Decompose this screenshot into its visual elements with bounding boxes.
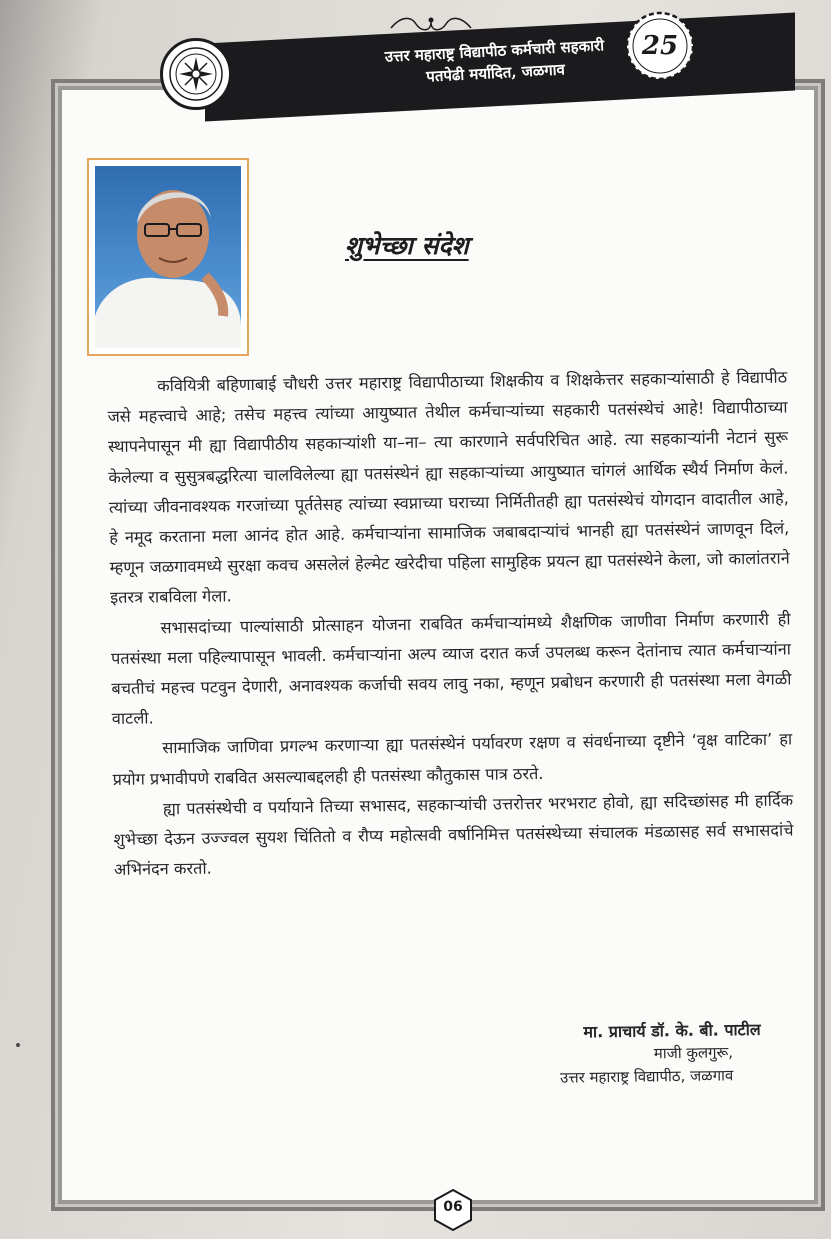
portrait-image [95, 166, 241, 348]
paragraph: सभासदांच्या पाल्यांसाठी प्रोत्साहन योजना राबवित कर्मचाऱ्यांमध्ये शैक्षणिक जाणीवा निर्माण करणारी ही पतसंस्था मला पहिल्यापासून भावली. कर्मचाऱ्यांना अल्प व्याज दरात कर्ज उपलब्ध करून देतांनाच त्यात कर्मचाऱ्यांना बचतीचं महत्त्व पटवुन देणारी, अनावश्यक कर्जाची सवय लावु नका, म्हणून प्रबोधन करणारी ही पतसंस्था मला वेगळी वाटली. [110, 609, 792, 729]
signatory-name: मा. प्राचार्य डॉ. के. बी. पाटील [583, 1019, 761, 1042]
letter-title: शुभेच्छा संदेश [345, 231, 469, 260]
page-number: 06 [443, 1199, 463, 1215]
silver-jubilee-emblem-icon [624, 10, 696, 82]
speck [16, 1043, 20, 1047]
portrait-photo [87, 158, 249, 356]
emblem-number: 25 [641, 31, 679, 61]
signatory-institution: उत्तर महाराष्ट्र विद्यापीठ, जळगाव [559, 1066, 734, 1087]
paragraph: ह्या पतसंस्थेची व पर्यायाने तिच्या सभासद, सहकाऱ्यांची उत्तरोत्तर भरभराट होवो, ह्या सदिच्छांसह मी हार्दिक शुभेच्छा देऊन उज्ज्वल सुयश चिंतितो व रौप्य महोत्सवी वर्षानिमित्त पतसंस्थेच्या संचालक मंडळासह सर्व सभासदांचे अभिनंदन करतो. [113, 790, 794, 880]
header-title-line1: उत्तर महाराष्ट्र विद्यापीठ कर्मचारी सहकारी [384, 36, 605, 66]
letter-body [107, 363, 794, 886]
society-logo-icon [160, 38, 232, 110]
paragraph: कवियित्री बहिणाबाई चौधरी उत्तर महाराष्ट्र विद्यापीठाच्या शिक्षकीय व शिक्षकेत्तर सहकाऱ्यांसाठी हे विद्यापीठ जसे महत्त्वाचे आहे; तसेच महत्त्व त्यांच्या आयुष्यात तेथील कर्मचाऱ्यांच्या सहकारी पतसंस्थेचं आहे! विद्यापीठाच्या स्थापनेपासून मी ह्या विद्यापीठीय सहकाऱ्यांशी या–ना– त्या कारणाने सर्वपरिचित आहे. त्या सहकाऱ्यांनी नेटानं सुरू केलेल्या व सुसुत्रबद्धरित्या चालविलेल्या ह्या पतसंस्थेनं ह्या सहकाऱ्यांच्या आयुष्यात चांगलं आर्थिक स्थैर्य निर्माण केलं. त्यांच्या जीवनावश्यक गरजांच्या पूर्ततेसह त्यांच्या स्वप्नाच्या घराच्या निर्मितीतही ह्या पतसंस्थेचं योगदान वादातील आहे, हे नमूद करताना मला आनंद होत आहे. कर्मचाऱ्यांना सामाजिक जबाबदाऱ्यांचं भानही ह्या पतसंस्थेनं जाणवून दिलं, म्हणून जळगावमध्ये सुरक्षा कवच असलेलं हेल्मेट खरेदीचा पहिला सामुहिक प्रयत्न ह्या पतसंस्थेने केला, जो कालांतराने इतरत्र राबविला गेला. [107, 367, 790, 608]
header-title-line2: पतपेढी मर्यादित, जळगाव [425, 60, 566, 86]
signatory-designation: माजी कुलगुरू, [653, 1043, 734, 1063]
signature-block [461, 1018, 762, 1091]
paragraph: सामाजिक जाणिवा प्रगल्भ करणाऱ्या ह्या पतसंस्थेनं पर्यावरण रक्षण व संवर्धनाच्या दृष्टीने ‘वृक्ष वाटिका’ हा प्रयोग प्रभावीपणे राबवित असल्याबद्दलही ही पतसंस्था कौतुकास पात्र ठरते. [112, 729, 793, 789]
